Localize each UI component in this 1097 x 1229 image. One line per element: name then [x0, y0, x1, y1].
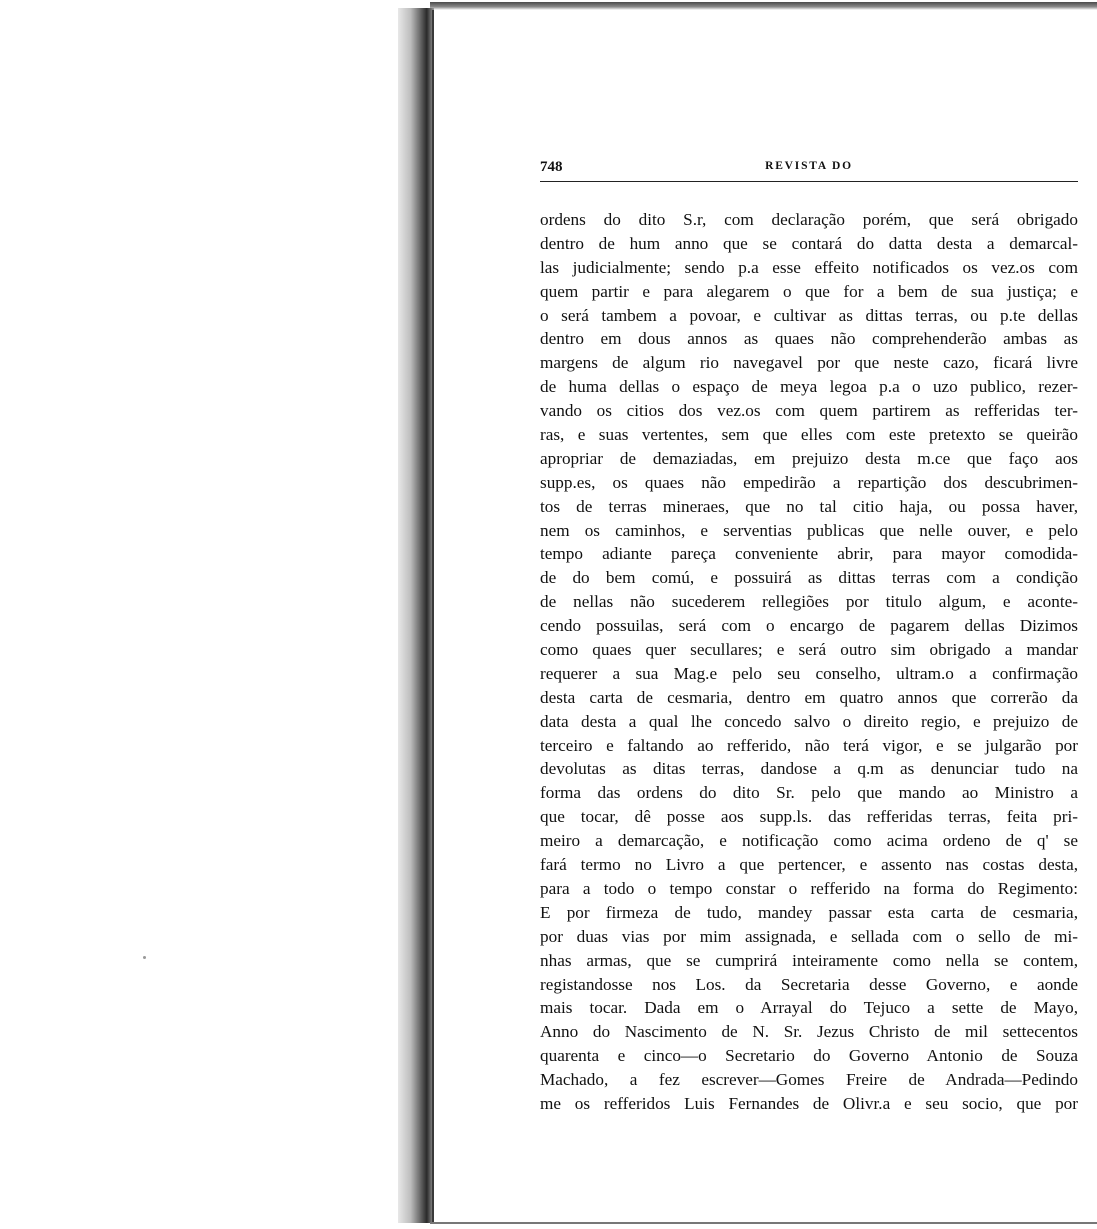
text-line: terceiro e faltando ao refferido, não terá vigor, e se julgarão por	[540, 735, 1078, 755]
text-line: devolutas as ditas terras, dandose a q.m as denunciar tudo na	[540, 759, 1078, 779]
text-line: vando os citios dos vez.os com quem partirem as refferidas ter-	[540, 401, 1078, 421]
text-line: dentro de hum anno que se contará do datta desta a demarcal-	[540, 233, 1078, 253]
page-bottom-edge	[430, 1222, 1097, 1224]
text-line: nem os caminhos, e serventias publicas que nelle ouver, e pelo	[540, 520, 1078, 540]
page-left-edge	[432, 10, 434, 1222]
text-line: tos de terras mineraes, que no tal citio haja, ou possa haver,	[540, 496, 1078, 516]
text-line: como quaes quer secullares; e será outro sim obrigado a mandar	[540, 640, 1078, 660]
text-line: requerer a sua Mag.e pelo seu conselho, ultram.o a confirmação	[540, 663, 1078, 683]
text-line: forma das ordens do dito Sr. pelo que mando ao Ministro a	[540, 783, 1078, 803]
text-line: tempo adiante pareça conveniente abrir, para mayor comodida-	[540, 544, 1078, 564]
text-line: desta carta de cesmaria, dentro em quatro annos que correrão da	[540, 687, 1078, 707]
text-line: meiro a demarcação, e notificação como acima ordeno de q' se	[540, 831, 1078, 851]
text-line: que tocar, dê posse aos supp.ls. das refferidas terras, feita pri-	[540, 807, 1078, 827]
text-line: las judicialmente; sendo p.a esse effeito notificados os vez.os com	[540, 257, 1078, 277]
text-line: de do bem comú, e possuirá as dittas terras com a condição	[540, 568, 1078, 588]
text-line: cendo possuilas, será com o encargo de pagarem dellas Dizimos	[540, 616, 1078, 636]
body-text	[540, 208, 1078, 1116]
page-header	[540, 155, 1078, 182]
text-line: E por firmeza de tudo, mandey passar esta carta de cesmaria,	[540, 902, 1078, 922]
text-line: registandosse nos Los. da Secretaria desse Governo, e aonde	[540, 974, 1078, 994]
text-line: dentro em dous annos as quaes não comprehenderão ambas as	[540, 329, 1078, 349]
text-line: data desta a qual lhe concedo salvo o direito regio, e prejuizo de	[540, 711, 1078, 731]
text-line: quarenta e cinco—o Secretario do Governo Antonio de Souza	[540, 1046, 1078, 1066]
text-line: apropriar de demaziadas, em prejuizo desta m.ce que faço aos	[540, 448, 1078, 468]
page-number: 748	[540, 159, 563, 175]
text-line: por duas vias por mim assignada, e sellada com o sello de mi-	[540, 926, 1078, 946]
text-line: supp.es, os quaes não empedirão a repartição dos descubrimen-	[540, 472, 1078, 492]
text-line: me os refferidos Luis Fernandes de Olivr.a e seu socio, que por	[540, 1093, 1078, 1113]
scan-speck	[143, 956, 146, 959]
text-line: nhas armas, que se cumprirá inteiramente como nella se contem,	[540, 950, 1078, 970]
page-content	[540, 155, 1078, 1116]
text-line: de huma dellas o espaço de meya legoa p.a o uzo publico, rezer-	[540, 377, 1078, 397]
text-line: de nellas não sucederem rellegiões por titulo algum, e aconte-	[540, 592, 1078, 612]
text-line: ras, e suas vertentes, sem que elles com este pretexto se queirão	[540, 425, 1078, 445]
text-line: margens de algum rio navegavel por que neste cazo, ficará livre	[540, 353, 1078, 373]
text-line: mais tocar. Dada em o Arrayal do Tejuco a sette de Mayo,	[540, 998, 1078, 1018]
text-line: Anno do Nascimento de N. Sr. Jezus Christo de mil settecentos	[540, 1022, 1078, 1042]
text-line: Machado, a fez escrever—Gomes Freire de Andrada—Pedindo	[540, 1070, 1078, 1090]
text-line: o será tambem a povoar, e cultivar as dittas terras, ou p.te dellas	[540, 305, 1078, 325]
running-head: REVISTA DO	[765, 160, 853, 172]
text-line: para a todo o tempo constar o refferido na forma do Regimento:	[540, 878, 1078, 898]
book-spine-gutter	[398, 8, 434, 1223]
text-line: fará termo no Livro a que pertencer, e assento nas costas desta,	[540, 855, 1078, 875]
text-line: ordens do dito S.r, com declaração porém, que será obrigado	[540, 210, 1078, 229]
page-top-edge	[430, 2, 1097, 10]
text-line: quem partir e para alegarem o que for a bem de sua justiça; e	[540, 281, 1078, 301]
